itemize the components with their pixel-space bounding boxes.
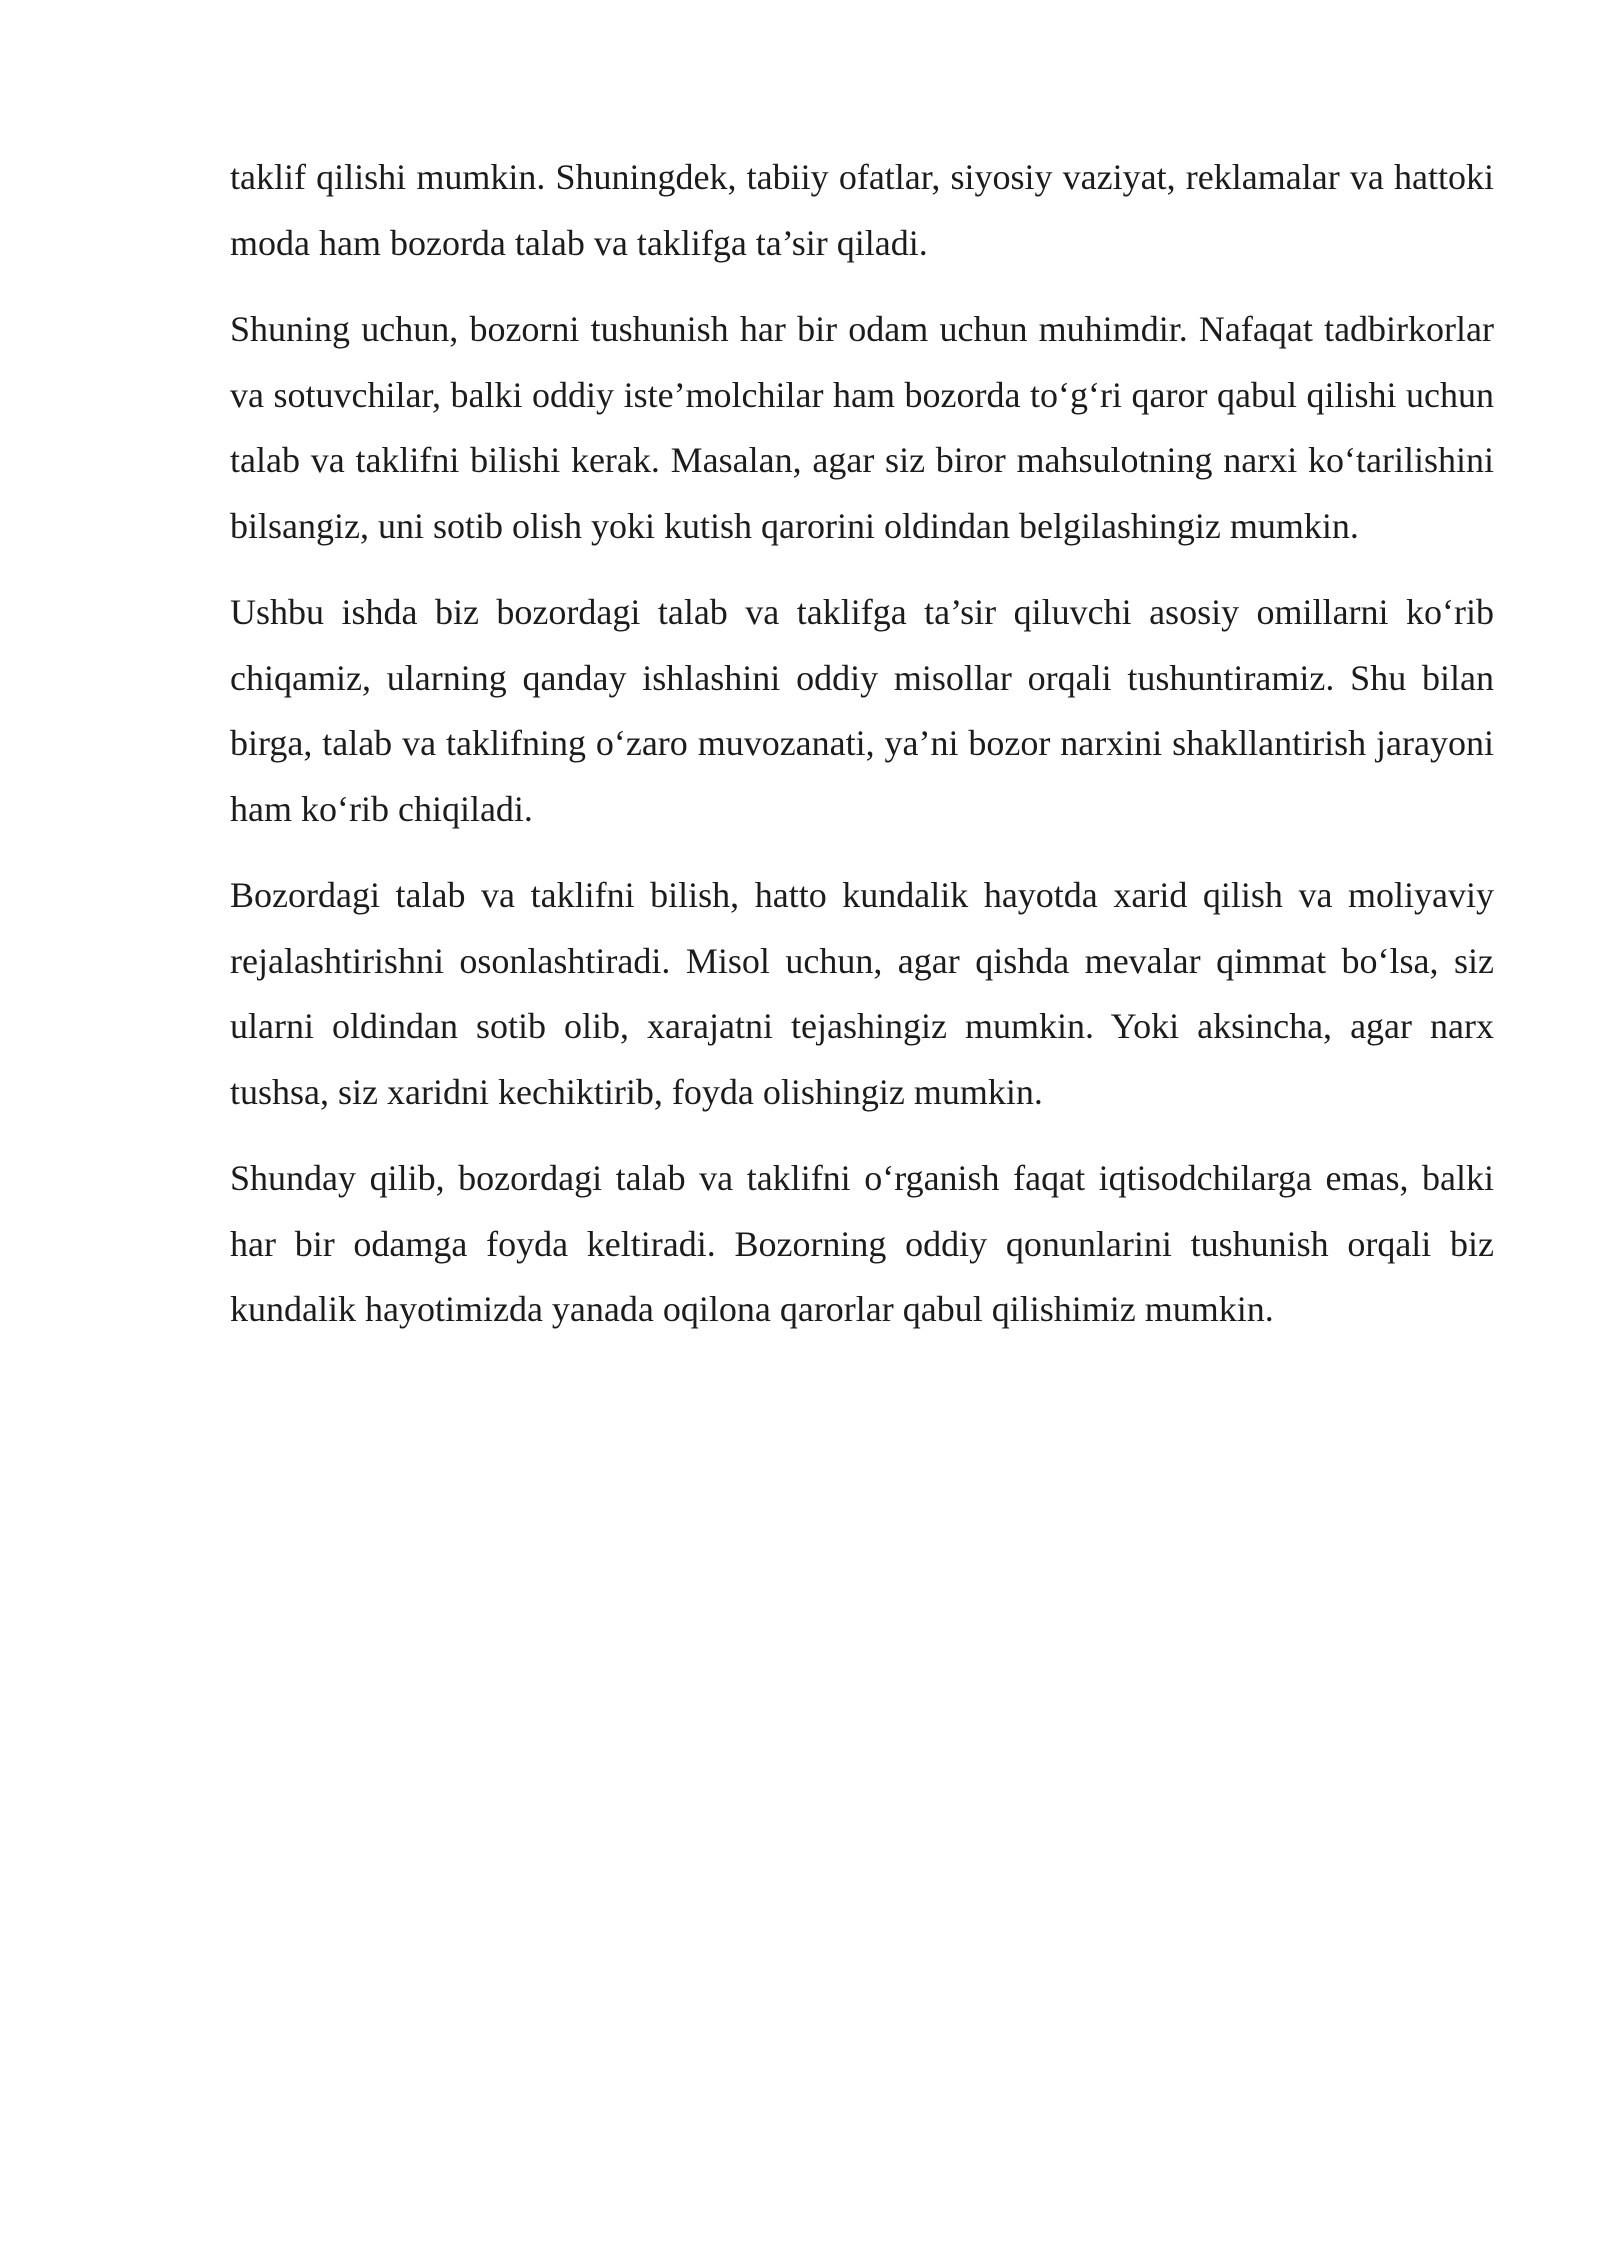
paragraph: Shunday qilib, bozordagi talab va taklifni o‘rganish faqat iqtisodchilarga emas, balki har bir odamga foyda keltiradi. Bozorning oddiy qonunlarini tushunish orqali biz kundalik hayotimizda yanada oqilona qarorlar qabul qilishimiz mumkin. [230, 1158, 1494, 1329]
paragraph: Bozordagi talab va taklifni bilish, hatto kundalik hayotda xarid qilish va moliyaviy rejalashtirishni osonlashtiradi. Misol uchun, agar qishda mevalar qimmat bo‘lsa, siz ularni oldindan sotib olib, xarajatni tejashingiz mumkin. Yoki aksincha, agar narx tushsa, siz xaridni kechiktirib, foyda olishingiz mumkin. [230, 875, 1494, 1112]
paragraph: Shuning uchun, bozorni tushunish har bir odam uchun muhimdir. Nafaqat tadbirkorlar va sotuvchilar, balki oddiy iste’molchilar ham bozorda to‘g‘ri qaror qabul qilishi uchun talab va taklifni bilishi kerak. Masalan, agar siz biror mahsulotning narxi ko‘tarilishini bilsangiz, uni sotib olish yoki kutish qarorini oldindan belgilashingiz mumkin. [230, 309, 1494, 546]
paragraph: Ushbu ishda biz bozordagi talab va taklifga ta’sir qiluvchi asosiy omillarni ko‘rib chiqamiz, ularning qanday ishlashini oddiy misollar orqali tushuntiramiz. Shu bilan birga, talab va taklifning o‘zaro muvozanati, ya’ni bozor narxini shakllantirish jarayoni ham ko‘rib chiqiladi. [230, 592, 1494, 829]
paragraph: taklif qilishi mumkin. Shuningdek, tabiiy ofatlar, siyosiy vaziyat, reklamalar va hattoki moda ham bozorda talab va taklifga ta’sir qiladi. [230, 157, 1494, 263]
document-body [230, 145, 1494, 1364]
